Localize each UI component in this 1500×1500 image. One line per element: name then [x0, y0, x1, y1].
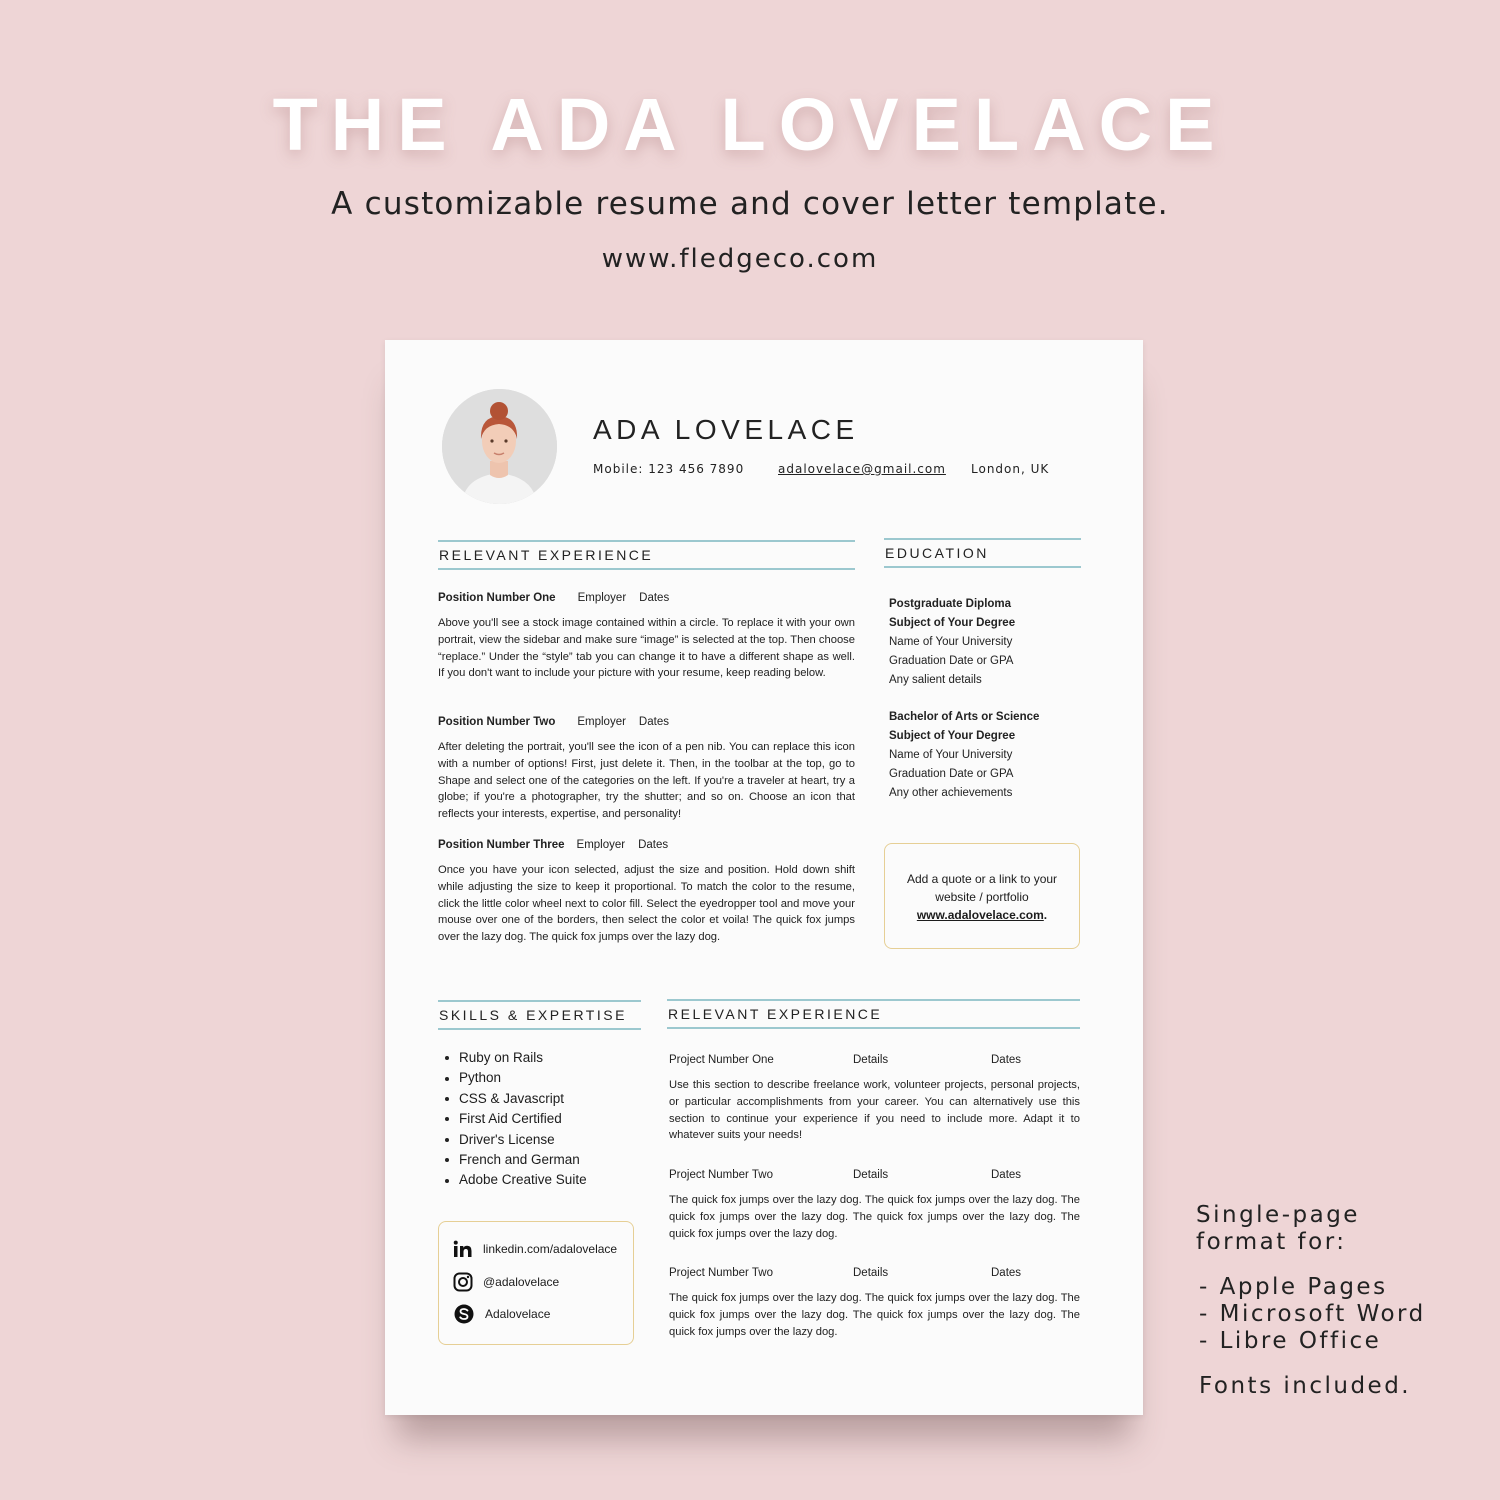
project-details: Details [853, 1054, 889, 1066]
bullet-icon [445, 1138, 449, 1142]
quote-line-2: website / portfolio [935, 890, 1029, 904]
contact-email[interactable]: adalovelace@gmail.com [778, 462, 946, 476]
linkedin-handle: linkedin.com/adalovelace [483, 1242, 618, 1256]
portrait-illustration [442, 389, 557, 504]
project-description: The quick fox jumps over the lazy dog. The quick fox jumps over the lazy dog. The quick fox jumps over the lazy dog. The quick fox jumps over the lazy dog. The quick fox jumps over the lazy dog. [669, 1194, 1080, 1240]
resume-name: ADA LOVELACE [593, 414, 859, 445]
position-employer: Employer [577, 716, 626, 728]
skill-label: French and German [459, 1152, 580, 1168]
position-row [438, 592, 669, 604]
skills-heading: SKILLS & EXPERTISE [438, 1000, 641, 1030]
position-title: Position Number Two [438, 716, 556, 728]
skype-icon [453, 1303, 475, 1325]
contact-location: London, UK [971, 462, 1050, 476]
skill-item [439, 1150, 587, 1170]
position-dates: Dates [638, 839, 669, 851]
skill-label: Ruby on Rails [459, 1050, 544, 1065]
education-date: Graduation Date or GPA [889, 655, 1014, 667]
bullet-icon [445, 1077, 449, 1081]
bullet-icon [445, 1056, 449, 1060]
project-dates: Dates [991, 1267, 1022, 1279]
portrait-photo [442, 389, 557, 504]
position-employer: Employer [576, 839, 626, 851]
project-description: Use this section to describe freelance work, volunteer projects, personal projects, or particular accomplishments from your career. You can alternatively use this section to continue your experience if you need to include more. Adapt it to whatever suits your needs! [669, 1079, 1080, 1142]
format-item: - Libre Office [1199, 1328, 1382, 1354]
education-university: Name of Your University [889, 749, 1013, 761]
portfolio-link[interactable]: www.adalovelace.com [916, 908, 1044, 922]
position-employer: Employer [577, 592, 627, 604]
position-description: Once you have your icon selected, adjust the size and position. Hold down shift while adjusting the size to keep it proportional. To match the color to the resume, click the little color wheel next to color fill. Select the eyedropper tool and move your mouse over one of the borders, then select the color et voila! The quick fox jumps over the lazy dog. The quick fox jumps over the lazy dog. [438, 864, 855, 944]
bullet-icon [445, 1097, 449, 1101]
linkedin-icon [453, 1240, 473, 1258]
project-title: Project Number Two [669, 1267, 773, 1279]
experience-heading: RELEVANT EXPERIENCE [438, 540, 855, 570]
position-dates: Dates [638, 716, 669, 728]
bullet-icon [445, 1179, 449, 1183]
position-row [438, 839, 668, 851]
education-entry [889, 595, 1079, 690]
bullet-icon [445, 1117, 449, 1121]
project-dates: Dates [991, 1169, 1022, 1181]
skill-item [439, 1048, 587, 1068]
education-subject: Subject of Your Degree [889, 617, 1016, 629]
position-description: After deleting the portrait, you'll see the icon of a pen nib. You can replace this icon with a number of options! First, just delete it. Then, in the toolbar at the top, go to Shape and select one of the categories on the left. If you're a traveler at heart, try a globe; if you're a photographer, try the shutter; and so on. Choose an icon that reflects your interests, expertise, and personality! [438, 741, 855, 821]
skill-label: First Aid Certified [459, 1111, 562, 1127]
social-instagram[interactable] [453, 1272, 559, 1292]
education-degree: Postgraduate Diploma [889, 598, 1012, 610]
position-row [438, 716, 669, 728]
skill-item [439, 1109, 587, 1129]
skype-handle: Adalovelace [485, 1307, 551, 1321]
education-degree: Bachelor of Arts or Science [889, 711, 1040, 723]
hero-url[interactable]: www.fledgeco.com [601, 244, 879, 274]
side-note-line-1: Single-page [1196, 1202, 1360, 1228]
education-university: Name of Your University [889, 636, 1013, 648]
social-skype[interactable] [453, 1303, 550, 1325]
position-dates: Dates [639, 592, 670, 604]
social-box [438, 1221, 634, 1345]
education-entry [889, 708, 1079, 803]
skill-label: Python [459, 1070, 502, 1086]
project-description: The quick fox jumps over the lazy dog. The quick fox jumps over the lazy dog. The quick fox jumps over the lazy dog. The quick fox jumps over the lazy dog. The quick fox jumps over the lazy dog. [669, 1292, 1080, 1338]
project-title: Project Number One [669, 1054, 774, 1066]
quote-box [884, 843, 1080, 949]
position-description: Above you'll see a stock image contained within a circle. To replace it with your own portrait, view the sidebar and make sure “image” is selected at the top. Then choose “replace.” Under the “style” tab you can change it to have a different shape as well. If you don't want to include your picture with your resume, keep reading below. [438, 617, 855, 680]
education-heading: EDUCATION [884, 538, 1081, 568]
instagram-icon [453, 1272, 473, 1292]
skills-list [439, 1048, 587, 1191]
project-title: Project Number Two [669, 1169, 773, 1181]
contact-mobile: Mobile: 123 456 7890 [593, 462, 745, 476]
position-title: Position Number Three [438, 839, 565, 851]
skill-item [439, 1130, 587, 1150]
position-title: Position Number One [438, 592, 556, 604]
format-item: - Apple Pages [1199, 1274, 1388, 1300]
quote-suffix: . [1043, 908, 1048, 922]
project-details: Details [853, 1267, 889, 1279]
education-date: Graduation Date or GPA [889, 768, 1014, 780]
side-note-heading [1196, 1202, 1360, 1256]
skill-item [439, 1068, 587, 1088]
education-subject: Subject of Your Degree [889, 730, 1016, 742]
projects-heading: RELEVANT EXPERIENCE [667, 999, 1080, 1029]
skill-item [439, 1089, 587, 1109]
format-item: - Microsoft Word [1199, 1301, 1426, 1327]
education-details: Any salient details [889, 674, 982, 686]
quote-line-1: Add a quote or a link to your [906, 872, 1058, 886]
format-list [1199, 1274, 1426, 1355]
project-details: Details [853, 1169, 889, 1181]
hero-title: THE ADA LOVELACE [272, 83, 1228, 166]
hero-subtitle: A customizable resume and cover letter template. [331, 186, 1169, 222]
bullet-icon [445, 1158, 449, 1162]
social-linkedin[interactable] [453, 1240, 617, 1258]
skill-label: CSS & Javascript [459, 1090, 565, 1106]
fonts-note: Fonts included. [1199, 1373, 1412, 1399]
instagram-handle: @adalovelace [483, 1275, 560, 1289]
skill-label: Adobe Creative Suite [459, 1172, 587, 1188]
education-details: Any other achievements [889, 787, 1013, 799]
resume-page [385, 340, 1143, 1415]
project-dates: Dates [991, 1054, 1022, 1066]
skill-item [439, 1170, 587, 1190]
skill-label: Driver's License [459, 1131, 555, 1147]
side-note-line-2: format for: [1196, 1229, 1347, 1255]
